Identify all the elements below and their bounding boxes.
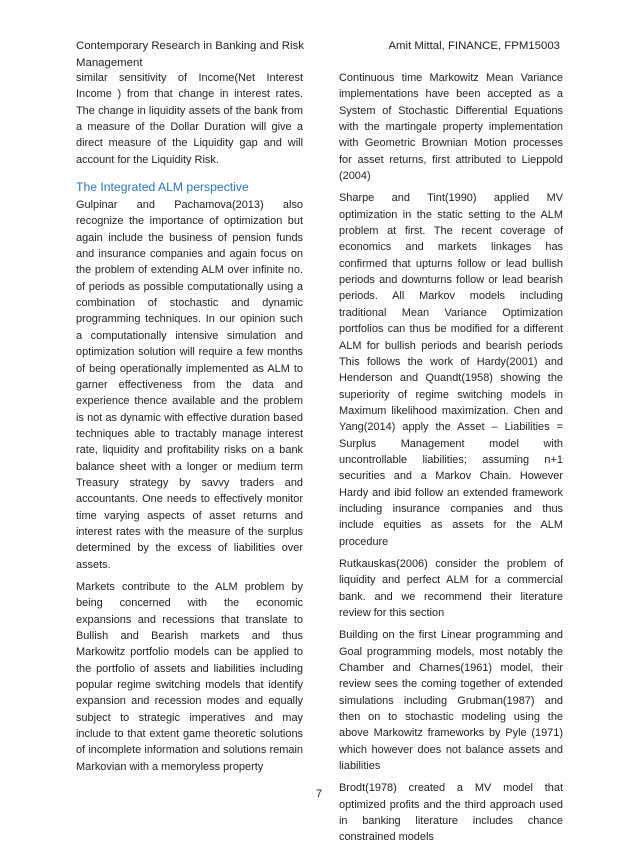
right-column — [339, 70, 563, 852]
left-column — [76, 70, 303, 781]
right-paragraph-4: Building on the first Linear programming and Goal programming models, most notably the Chamber and Charnes(1961) model, their review sees the coming together of extended simulations including Grubman(1987) and then on to stochastic modeling using the above Markowitz frameworks by Pyle (1971) which however does not balance assets and liabilities — [339, 629, 563, 773]
right-paragraph-1: Continuous time Markowitz Mean Variance implementations have been accepted as a System of Stochastic Differential Equations with the martingale property implementation with Geometric Brownian Motion processes for asset returns, first attributed to Lieppold (2004) — [339, 72, 563, 183]
left-paragraph-2: Gulpinar and Pachamova(2013) also recognize the importance of optimization but again include the business of pension funds and insurance companies and again focus on the problem of extending ALM over infinite no. of periods as possible computationally using a combination of stochastic and dynamic programming techniques. In our opinion such a computationally intensive simulation and optimization solution will require a few months of being operationally implemented as ALM to garner effectiveness from the data and experience thence available and the problem is not as dynamic with effective duration based techniques able to tractably manage interest rate, liquidity and profitability risks on a bank balance sheet with a longer or medium term Treasury strategy by savvy traders and accountants. One needs to effectively monitor time varying aspects of asset returns and interest rates with the measure of the surplus determined by the excess of liabilities over assets. — [76, 199, 303, 571]
left-paragraph-3: Markets contribute to the ALM problem by being concerned with the economic expansions and recessions that translate to Bullish and Bearish markets and thus Markowitz portfolio models can be applied to the portfolio of assets and liabilities including popular regime switching models that identify expansion and recession modes and equally subject to strategic imperatives and may include to that extent game theoretic solutions of incomplete information and solutions remain Markovian with a memoryless property — [76, 580, 303, 773]
running-header-author: Amit Mittal, FINANCE, FPM15003 — [388, 40, 560, 52]
left-paragraph-1: similar sensitivity of Income(Net Interest Income ) from that change in interest rates. The change in liquidity assets of the bank from a measure of the Dollar Duration will give a direct measure of the Liquidity gap and will account for the Liquidity Risk. — [76, 72, 303, 166]
right-paragraph-2: Sharpe and Tint(1990) applied MV optimization in the static setting to the ALM problem at first. The recent coverage of economics and markets linkages has confirmed that upturns follow or lead bullish periods and downturns follow or lead bearish periods. All Markov models including traditional Mean Variance Optimization portfolios can thus be modified for a different ALM for bullish periods and bearish periods This follows the work of Hardy(2001) and Henderson and Quandt(1958) showing the superiority of regime switching models in Maximum likelihood maximization. Chen and Yang(2014) apply the Asset – Liabilities = Surplus Management model with uncontrollable liabilities; assuming n+1 securities and a Markov Chain. However Hardy and ibid follow an extended framework including insurance companies and thus include equities as assets for the ALM procedure — [339, 192, 563, 548]
page-number: 7 — [315, 788, 323, 800]
section-heading: The Integrated ALM perspective — [76, 180, 249, 195]
right-paragraph-3: Rutkauskas(2006) consider the problem of liquidity and perfect ALM for a commercial bank. and we recommend their literature review for this section — [339, 557, 563, 619]
right-paragraph-5: Brodt(1978) created a MV model that optimized profits and the third approach used in banking literature includes chance constrained models — [339, 782, 563, 844]
running-header-title: Contemporary Research in Banking and Risk Management — [76, 40, 304, 69]
